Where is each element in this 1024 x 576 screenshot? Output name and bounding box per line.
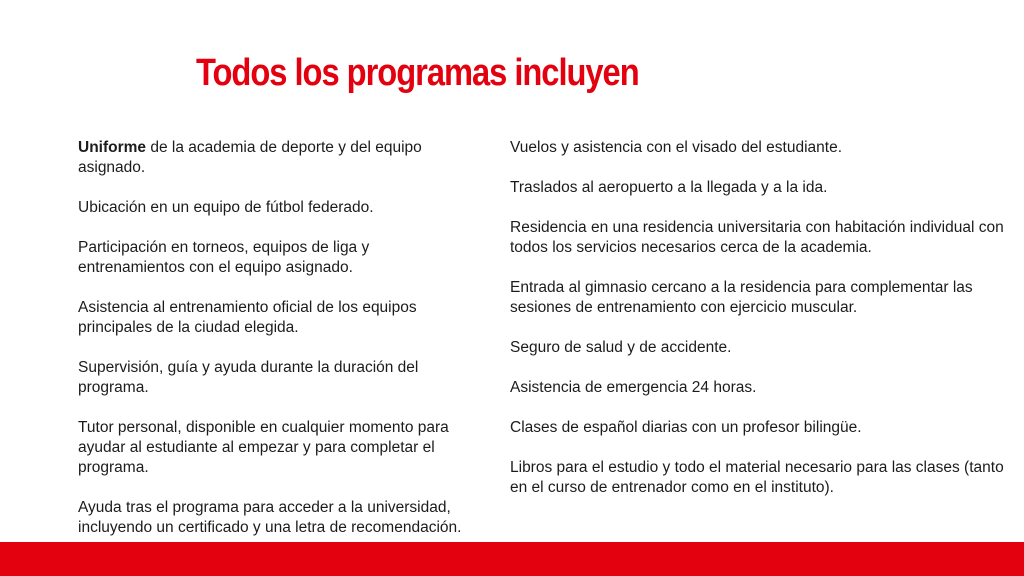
list-item: Ayuda tras el programa para acceder a la universidad, incluyendo un certificado y una letra de recomendación. [78,499,462,536]
list-item: Clases de español diarias con un profesor bilingüe. [510,419,862,436]
uniforme-text: de la academia de deporte y del equipo asignado. [78,139,422,176]
list-item: Libros para el estudio y todo el material necesario para las clases (tanto en el curso de entrenador como en el instituto). [510,459,1004,496]
slide-title: Todos los programas incluyen [196,52,639,94]
list-item: Asistencia al entrenamiento oficial de los equipos principales de la ciudad elegida. [78,299,417,336]
bottom-accent-bar [0,542,1024,576]
list-item: Entrada al gimnasio cercano a la residencia para complementar las sesiones de entrenamiento con ejercicio muscular. [510,279,973,316]
list-item: Seguro de salud y de accidente. [510,339,732,356]
list-item: Tutor personal, disponible en cualquier momento para ayudar al estudiante al empezar y para completar el programa. [78,419,449,476]
list-item-uniforme [78,138,462,178]
list-item: Residencia en una residencia universitaria con habitación individual con todos los servicios necesarios cerca de la academia. [510,219,1004,256]
list-item: Vuelos y asistencia con el visado del estudiante. [510,139,843,156]
right-column [510,138,1010,518]
list-item: Participación en torneos, equipos de liga y entrenamientos con el equipo asignado. [78,239,370,276]
list-item: Ubicación en un equipo de fútbol federado. [78,199,374,216]
left-column [78,138,462,558]
list-item: Traslados al aeropuerto a la llegada y a la ida. [510,179,828,196]
list-item: Asistencia de emergencia 24 horas. [510,379,757,396]
uniforme-label: Uniforme [78,139,147,156]
list-item: Supervisión, guía y ayuda durante la duración del programa. [78,359,419,396]
